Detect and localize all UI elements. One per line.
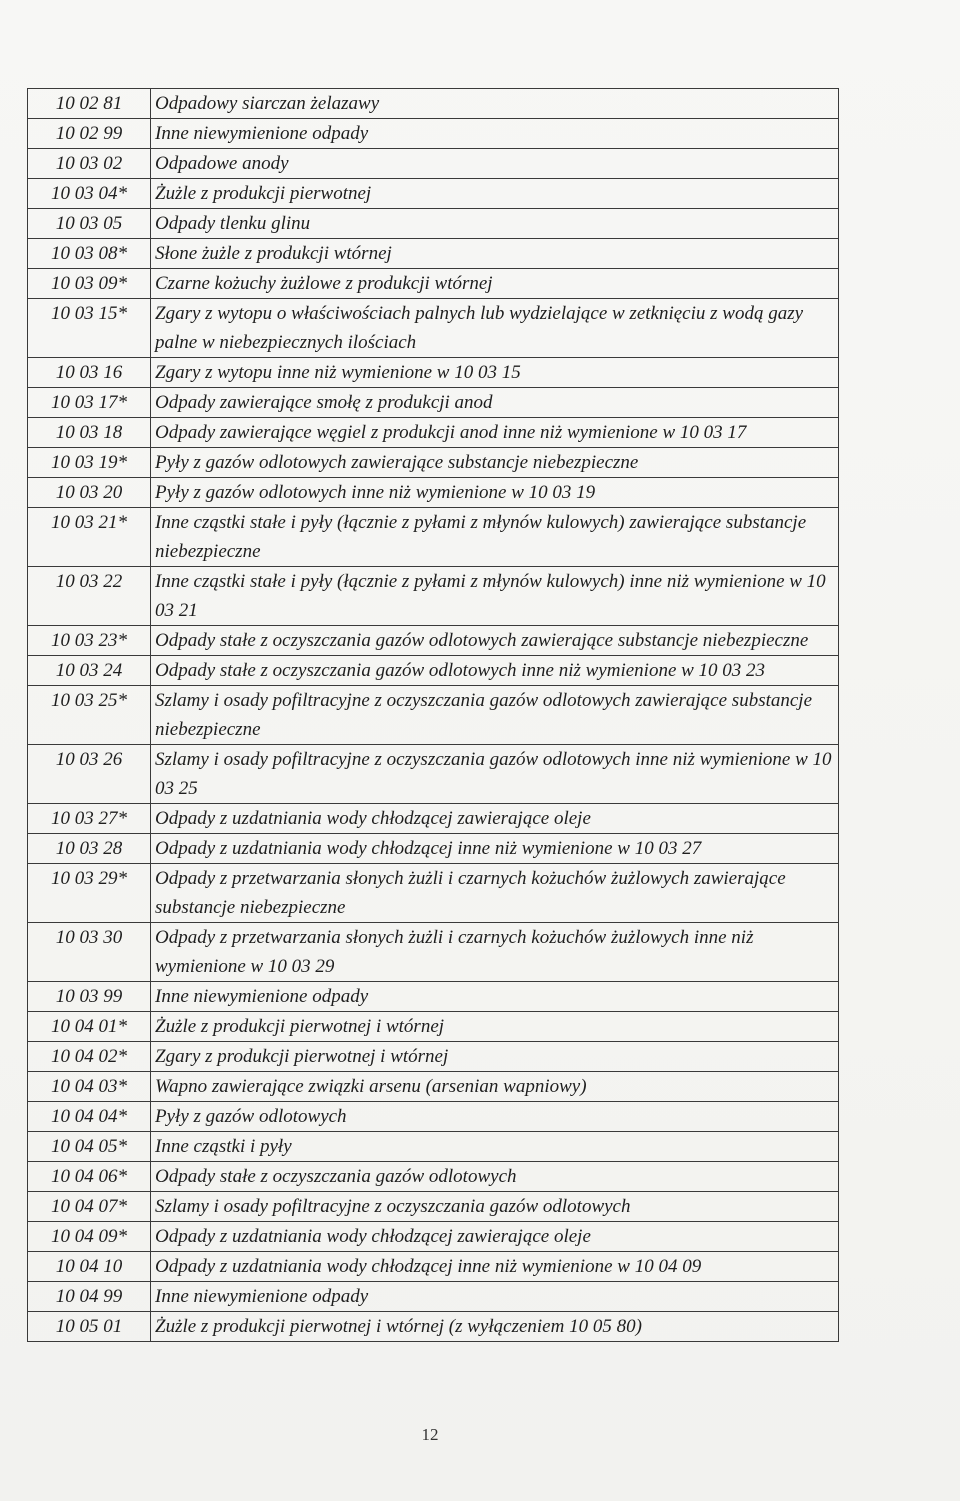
waste-description-cell: Odpady stałe z oczyszczania gazów odlotowych zawierające substancje niebezpieczne bbox=[151, 626, 839, 656]
table-row bbox=[28, 388, 839, 418]
waste-code-cell: 10 03 09* bbox=[28, 269, 151, 299]
table-row bbox=[28, 656, 839, 686]
table-row bbox=[28, 1282, 839, 1312]
waste-code-cell: 10 03 28 bbox=[28, 834, 151, 864]
waste-code-cell: 10 03 17* bbox=[28, 388, 151, 418]
waste-code-cell: 10 03 19* bbox=[28, 448, 151, 478]
waste-description-cell: Inne cząstki stałe i pyły (łącznie z pyłami z młynów kulowych) inne niż wymienione w 10 03 21 bbox=[151, 567, 839, 626]
table-row bbox=[28, 209, 839, 239]
waste-code-cell: 10 04 02* bbox=[28, 1042, 151, 1072]
table-row bbox=[28, 1132, 839, 1162]
table-row bbox=[28, 1012, 839, 1042]
waste-code-cell: 10 05 01 bbox=[28, 1312, 151, 1342]
waste-description-cell: Odpady stałe z oczyszczania gazów odlotowych bbox=[151, 1162, 839, 1192]
table-row bbox=[28, 982, 839, 1012]
page-number: 12 bbox=[421, 1425, 439, 1444]
waste-code-cell: 10 03 15* bbox=[28, 299, 151, 358]
waste-description-cell: Odpady z przetwarzania słonych żużli i czarnych kożuchów żużlowych zawierające substancje niebezpieczne bbox=[151, 864, 839, 923]
waste-code-cell: 10 03 25* bbox=[28, 686, 151, 745]
waste-code-cell: 10 03 27* bbox=[28, 804, 151, 834]
waste-code-cell: 10 04 99 bbox=[28, 1282, 151, 1312]
waste-code-cell: 10 03 05 bbox=[28, 209, 151, 239]
waste-description-cell: Odpadowy siarczan żelazawy bbox=[151, 89, 839, 119]
table-row bbox=[28, 299, 839, 358]
waste-code-cell: 10 04 04* bbox=[28, 1102, 151, 1132]
table-row bbox=[28, 478, 839, 508]
waste-description-cell: Inne niewymienione odpady bbox=[151, 119, 839, 149]
waste-code-cell: 10 03 24 bbox=[28, 656, 151, 686]
waste-description-cell: Pyły z gazów odlotowych bbox=[151, 1102, 839, 1132]
waste-code-cell: 10 03 22 bbox=[28, 567, 151, 626]
waste-description-cell: Wapno zawierające związki arsenu (arsenian wapniowy) bbox=[151, 1072, 839, 1102]
waste-description-cell: Odpady zawierające węgiel z produkcji anod inne niż wymienione w 10 03 17 bbox=[151, 418, 839, 448]
table-row bbox=[28, 149, 839, 179]
table-row bbox=[28, 1222, 839, 1252]
waste-code-cell: 10 03 16 bbox=[28, 358, 151, 388]
waste-description-cell: Odpady z uzdatniania wody chłodzącej zawierające oleje bbox=[151, 1222, 839, 1252]
waste-description-cell: Czarne kożuchy żużlowe z produkcji wtórnej bbox=[151, 269, 839, 299]
table-row bbox=[28, 626, 839, 656]
waste-code-cell: 10 03 08* bbox=[28, 239, 151, 269]
table-row bbox=[28, 269, 839, 299]
waste-description-cell: Żużle z produkcji pierwotnej i wtórnej bbox=[151, 1012, 839, 1042]
waste-code-cell: 10 03 29* bbox=[28, 864, 151, 923]
table-row bbox=[28, 239, 839, 269]
waste-code-cell: 10 03 04* bbox=[28, 179, 151, 209]
waste-code-cell: 10 02 81 bbox=[28, 89, 151, 119]
waste-description-cell: Odpady tlenku glinu bbox=[151, 209, 839, 239]
waste-description-cell: Odpady stałe z oczyszczania gazów odlotowych inne niż wymienione w 10 03 23 bbox=[151, 656, 839, 686]
waste-description-cell: Inne cząstki stałe i pyły (łącznie z pyłami z młynów kulowych) zawierające substancje niebezpieczne bbox=[151, 508, 839, 567]
waste-code-cell: 10 03 20 bbox=[28, 478, 151, 508]
table-row bbox=[28, 745, 839, 804]
waste-code-cell: 10 04 09* bbox=[28, 1222, 151, 1252]
table-row bbox=[28, 508, 839, 567]
table-row bbox=[28, 1162, 839, 1192]
waste-code-cell: 10 04 06* bbox=[28, 1162, 151, 1192]
table-row bbox=[28, 119, 839, 149]
waste-code-cell: 10 03 26 bbox=[28, 745, 151, 804]
table-row bbox=[28, 567, 839, 626]
waste-description-cell: Żużle z produkcji pierwotnej bbox=[151, 179, 839, 209]
waste-description-cell: Żużle z produkcji pierwotnej i wtórnej (z wyłączeniem 10 05 80) bbox=[151, 1312, 839, 1342]
waste-description-cell: Szlamy i osady pofiltracyjne z oczyszczania gazów odlotowych zawierające substancje niebezpieczne bbox=[151, 686, 839, 745]
waste-description-cell: Pyły z gazów odlotowych inne niż wymienione w 10 03 19 bbox=[151, 478, 839, 508]
waste-description-cell: Zgary z wytopu o właściwościach palnych lub wydzielające w zetknięciu z wodą gazy palne w niebezpiecznych ilościach bbox=[151, 299, 839, 358]
table-row bbox=[28, 1192, 839, 1222]
table-row bbox=[28, 1102, 839, 1132]
waste-code-cell: 10 03 23* bbox=[28, 626, 151, 656]
table-row bbox=[28, 1042, 839, 1072]
waste-code-cell: 10 03 21* bbox=[28, 508, 151, 567]
waste-code-cell: 10 04 05* bbox=[28, 1132, 151, 1162]
waste-code-cell: 10 03 99 bbox=[28, 982, 151, 1012]
table-row bbox=[28, 923, 839, 982]
waste-description-cell: Słone żużle z produkcji wtórnej bbox=[151, 239, 839, 269]
table-row bbox=[28, 358, 839, 388]
waste-codes-table bbox=[27, 88, 839, 1342]
waste-description-cell: Odpady z uzdatniania wody chłodzącej zawierające oleje bbox=[151, 804, 839, 834]
table-row bbox=[28, 804, 839, 834]
waste-description-cell: Odpady z uzdatniania wody chłodzącej inne niż wymienione w 10 04 09 bbox=[151, 1252, 839, 1282]
waste-code-cell: 10 03 30 bbox=[28, 923, 151, 982]
waste-description-cell: Zgary z wytopu inne niż wymienione w 10 03 15 bbox=[151, 358, 839, 388]
table-row bbox=[28, 686, 839, 745]
table-row bbox=[28, 834, 839, 864]
table-row bbox=[28, 89, 839, 119]
table-row bbox=[28, 1252, 839, 1282]
waste-code-cell: 10 03 18 bbox=[28, 418, 151, 448]
waste-description-cell: Odpadowe anody bbox=[151, 149, 839, 179]
waste-codes-table-body bbox=[28, 89, 839, 1342]
waste-description-cell: Odpady z przetwarzania słonych żużli i czarnych kożuchów żużlowych inne niż wymienione w 10 03 29 bbox=[151, 923, 839, 982]
waste-description-cell: Inne niewymienione odpady bbox=[151, 982, 839, 1012]
waste-code-cell: 10 04 03* bbox=[28, 1072, 151, 1102]
waste-description-cell: Odpady z uzdatniania wody chłodzącej inne niż wymienione w 10 03 27 bbox=[151, 834, 839, 864]
waste-code-cell: 10 04 10 bbox=[28, 1252, 151, 1282]
table-row bbox=[28, 1072, 839, 1102]
waste-description-cell: Zgary z produkcji pierwotnej i wtórnej bbox=[151, 1042, 839, 1072]
table-row bbox=[28, 179, 839, 209]
waste-description-cell: Inne niewymienione odpady bbox=[151, 1282, 839, 1312]
waste-code-cell: 10 03 02 bbox=[28, 149, 151, 179]
waste-code-cell: 10 04 07* bbox=[28, 1192, 151, 1222]
waste-description-cell: Odpady zawierające smołę z produkcji anod bbox=[151, 388, 839, 418]
waste-code-cell: 10 02 99 bbox=[28, 119, 151, 149]
waste-description-cell: Inne cząstki i pyły bbox=[151, 1132, 839, 1162]
waste-code-cell: 10 04 01* bbox=[28, 1012, 151, 1042]
table-row bbox=[28, 418, 839, 448]
waste-description-cell: Szlamy i osady pofiltracyjne z oczyszczania gazów odlotowych inne niż wymienione w 10 03 25 bbox=[151, 745, 839, 804]
waste-description-cell: Pyły z gazów odlotowych zawierające substancje niebezpieczne bbox=[151, 448, 839, 478]
table-row bbox=[28, 1312, 839, 1342]
table-row bbox=[28, 448, 839, 478]
table-row bbox=[28, 864, 839, 923]
waste-description-cell: Szlamy i osady pofiltracyjne z oczyszczania gazów odlotowych bbox=[151, 1192, 839, 1222]
